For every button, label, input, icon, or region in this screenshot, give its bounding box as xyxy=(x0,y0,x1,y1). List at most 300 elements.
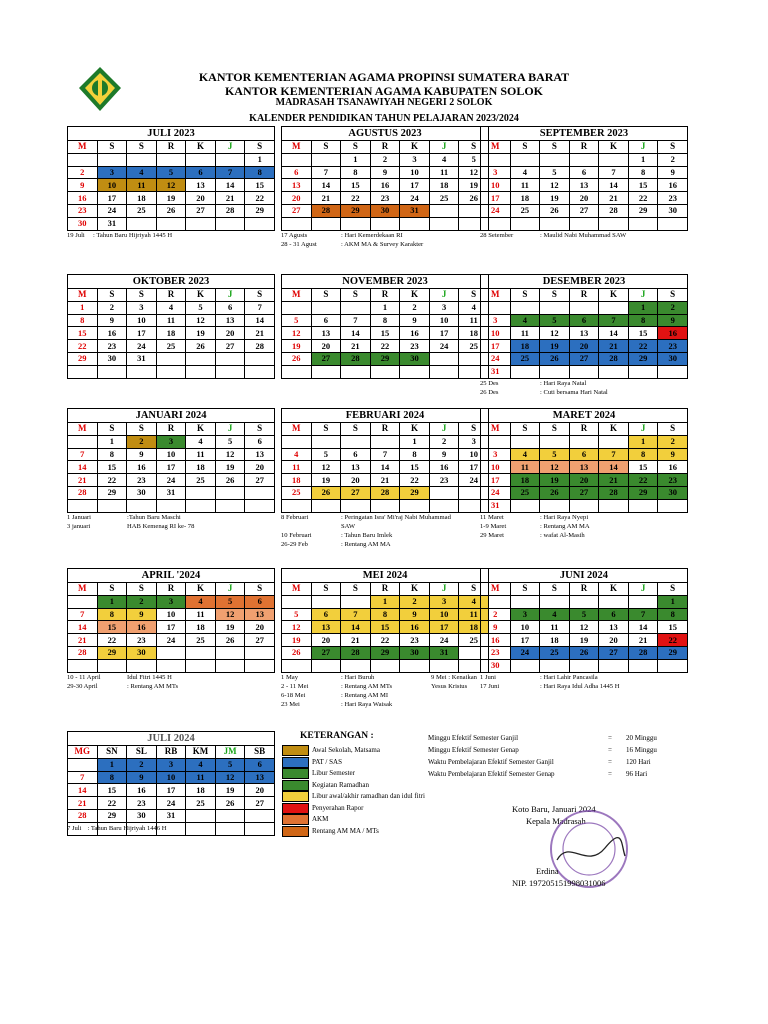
day-cell xyxy=(400,365,430,378)
day-cell: 8 xyxy=(658,608,688,621)
day-cell xyxy=(156,499,186,512)
day-cell xyxy=(215,822,245,835)
day-cell: 10 xyxy=(127,314,157,327)
note-date: 8 Februari xyxy=(281,513,309,521)
day-cell: 26 xyxy=(459,192,489,205)
day-cell: 25 xyxy=(186,634,216,647)
weekday-header: S xyxy=(341,423,371,436)
day-cell: 5 xyxy=(282,314,312,327)
day-cell: 18 xyxy=(510,192,540,205)
day-cell: 4 xyxy=(510,448,540,461)
day-cell: 27 xyxy=(569,486,599,499)
day-cell: 3 xyxy=(429,595,459,608)
day-cell xyxy=(97,153,127,166)
day-cell: 2 xyxy=(68,166,98,179)
month-notes xyxy=(67,231,275,240)
day-cell xyxy=(341,217,371,230)
day-cell: 29 xyxy=(97,809,127,822)
day-cell: 4 xyxy=(282,448,312,461)
day-cell: 3 xyxy=(459,435,489,448)
day-cell: 18 xyxy=(127,192,157,205)
day-cell: 26 xyxy=(282,352,312,365)
day-cell: 31 xyxy=(127,352,157,365)
weekday-header: S xyxy=(311,583,341,596)
day-cell: 10 xyxy=(481,179,511,192)
day-cell: 18 xyxy=(186,784,216,797)
day-cell: 30 xyxy=(658,486,688,499)
day-cell xyxy=(127,365,157,378)
day-cell xyxy=(599,301,629,314)
note-text: : Hari Buruh xyxy=(341,673,375,681)
day-cell: 22 xyxy=(97,797,127,810)
stat-label: Minggu Efektif Semester Ganjil xyxy=(428,734,519,742)
day-cell: 30 xyxy=(658,352,688,365)
weekday-header: S xyxy=(245,141,275,154)
day-cell: 30 xyxy=(400,352,430,365)
note-date: 17 Agusts xyxy=(281,231,308,239)
day-cell: 7 xyxy=(599,166,629,179)
signature-nip: NIP. 197205151998031006 xyxy=(512,878,606,888)
day-cell: 13 xyxy=(245,448,275,461)
day-cell xyxy=(68,659,98,672)
day-cell xyxy=(658,659,688,672)
day-cell: 9 xyxy=(481,621,511,634)
day-cell: 31 xyxy=(156,809,186,822)
note-date: 26-29 Feb xyxy=(281,540,308,548)
day-cell: 25 xyxy=(510,204,540,217)
stat-eq: = xyxy=(608,746,612,754)
day-cell xyxy=(658,365,688,378)
day-cell xyxy=(510,365,540,378)
day-cell: 12 xyxy=(215,448,245,461)
day-cell: 7 xyxy=(68,771,98,784)
day-cell xyxy=(311,365,341,378)
weekday-header: MG xyxy=(68,746,98,759)
note-text: : Rentang AM MTs xyxy=(127,682,179,690)
stat-label: Minggu Efektif Semester Genap xyxy=(428,746,519,754)
day-cell xyxy=(599,365,629,378)
day-cell: 21 xyxy=(370,474,400,487)
day-cell xyxy=(311,435,341,448)
day-cell: 21 xyxy=(311,192,341,205)
note-text: : Rentang AM MA xyxy=(540,522,590,530)
day-cell: 27 xyxy=(215,340,245,353)
day-cell: 8 xyxy=(370,608,400,621)
day-cell: 1 xyxy=(245,153,275,166)
month-title: OKTOBER 2023 xyxy=(68,275,275,289)
day-cell: 26 xyxy=(540,352,570,365)
day-cell: 17 xyxy=(97,192,127,205)
day-cell: 15 xyxy=(628,327,658,340)
day-cell: 20 xyxy=(245,461,275,474)
day-cell: 7 xyxy=(215,166,245,179)
day-cell: 23 xyxy=(370,192,400,205)
day-cell: 8 xyxy=(628,314,658,327)
weekday-header: S xyxy=(459,423,489,436)
day-cell: 24 xyxy=(459,474,489,487)
day-cell xyxy=(68,595,98,608)
day-cell: 23 xyxy=(97,340,127,353)
day-cell xyxy=(341,301,371,314)
day-cell: 6 xyxy=(215,301,245,314)
day-cell xyxy=(510,595,540,608)
day-cell xyxy=(127,217,157,230)
day-cell: 30 xyxy=(97,352,127,365)
day-cell: 2 xyxy=(400,595,430,608)
day-cell: 15 xyxy=(245,179,275,192)
day-cell: 31 xyxy=(97,217,127,230)
day-cell: 22 xyxy=(658,634,688,647)
header-line-4: KALENDER PENDIDIKAN TAHUN PELAJARAN 2023/2024 xyxy=(249,113,519,124)
day-cell xyxy=(186,352,216,365)
day-cell: 11 xyxy=(510,461,540,474)
day-cell: 23 xyxy=(658,340,688,353)
day-cell xyxy=(311,301,341,314)
day-cell: 14 xyxy=(311,179,341,192)
day-cell: 24 xyxy=(429,340,459,353)
weekday-header: M xyxy=(481,141,511,154)
weekday-header: S xyxy=(127,583,157,596)
day-cell: 11 xyxy=(429,166,459,179)
day-cell: 11 xyxy=(510,179,540,192)
stat-label: Waktu Pembelajaran Efektif Semester Ganjil xyxy=(428,758,554,766)
month-title: JANUARI 2024 xyxy=(68,409,275,423)
day-cell: 15 xyxy=(341,179,371,192)
day-cell xyxy=(429,352,459,365)
day-cell: 2 xyxy=(429,435,459,448)
day-cell: 20 xyxy=(569,474,599,487)
day-cell: 3 xyxy=(156,435,186,448)
day-cell: 22 xyxy=(628,340,658,353)
calendar-month xyxy=(67,408,275,513)
day-cell xyxy=(599,595,629,608)
day-cell: 19 xyxy=(540,340,570,353)
day-cell xyxy=(215,499,245,512)
day-cell: 23 xyxy=(429,474,459,487)
day-cell xyxy=(68,153,98,166)
day-cell xyxy=(311,153,341,166)
weekday-header: S xyxy=(127,289,157,302)
month-title: FEBRUARI 2024 xyxy=(282,409,489,423)
month-notes xyxy=(281,231,489,249)
day-cell: 19 xyxy=(569,634,599,647)
day-cell: 30 xyxy=(127,486,157,499)
calendar-july-2024 xyxy=(67,731,275,836)
day-cell: 29 xyxy=(68,352,98,365)
day-cell xyxy=(510,499,540,512)
day-cell xyxy=(481,301,511,314)
day-cell: 29 xyxy=(97,646,127,659)
day-cell: 19 xyxy=(282,634,312,647)
day-cell: 22 xyxy=(628,192,658,205)
note-text: : Cuti bersama Hari Natal xyxy=(540,388,608,396)
day-cell: 10 xyxy=(156,448,186,461)
month-title: APRIL '2024 xyxy=(68,569,275,583)
day-cell: 26 xyxy=(215,634,245,647)
day-cell: 16 xyxy=(370,179,400,192)
day-cell: 18 xyxy=(156,327,186,340)
day-cell: 9 xyxy=(97,314,127,327)
month-title: MEI 2024 xyxy=(282,569,489,583)
day-cell: 11 xyxy=(510,327,540,340)
day-cell: 21 xyxy=(599,192,629,205)
day-cell: 21 xyxy=(599,474,629,487)
day-cell: 2 xyxy=(658,153,688,166)
day-cell: 31 xyxy=(481,499,511,512)
day-cell: 11 xyxy=(459,314,489,327)
day-cell xyxy=(68,365,98,378)
weekday-header: S xyxy=(510,583,540,596)
day-cell: 27 xyxy=(186,204,216,217)
day-cell xyxy=(341,365,371,378)
weekday-header: S xyxy=(97,583,127,596)
day-cell xyxy=(540,301,570,314)
weekday-header: S xyxy=(245,423,275,436)
day-cell: 25 xyxy=(459,634,489,647)
day-cell: 5 xyxy=(540,314,570,327)
day-cell: 5 xyxy=(540,448,570,461)
weekday-header: R xyxy=(370,423,400,436)
day-cell: 5 xyxy=(282,608,312,621)
day-cell: 28 xyxy=(245,340,275,353)
day-cell xyxy=(215,153,245,166)
day-cell: 16 xyxy=(68,192,98,205)
month-title: NOVEMBER 2023 xyxy=(282,275,489,289)
day-cell xyxy=(282,301,312,314)
day-cell: 28 xyxy=(311,204,341,217)
day-cell: 12 xyxy=(569,621,599,634)
day-cell: 30 xyxy=(127,809,157,822)
day-cell: 18 xyxy=(540,634,570,647)
day-cell xyxy=(245,809,275,822)
weekday-header: J xyxy=(215,141,245,154)
day-cell xyxy=(186,153,216,166)
day-cell: 6 xyxy=(311,608,341,621)
day-cell: 3 xyxy=(127,301,157,314)
day-cell: 12 xyxy=(540,461,570,474)
day-cell: 26 xyxy=(540,486,570,499)
month-notes xyxy=(480,379,688,397)
day-cell xyxy=(127,499,157,512)
legend-label: Penyerahan Rapor xyxy=(312,803,364,812)
legend-swatch xyxy=(282,826,309,837)
day-cell: 29 xyxy=(658,646,688,659)
day-cell xyxy=(628,659,658,672)
weekday-header: M xyxy=(68,141,98,154)
day-cell: 7 xyxy=(370,448,400,461)
day-cell: 9 xyxy=(127,771,157,784)
weekday-header: K xyxy=(186,423,216,436)
weekday-header: R xyxy=(569,423,599,436)
day-cell: 8 xyxy=(628,448,658,461)
day-cell: 25 xyxy=(186,797,216,810)
day-cell xyxy=(510,301,540,314)
weekday-header: S xyxy=(245,289,275,302)
day-cell: 28 xyxy=(599,204,629,217)
day-cell xyxy=(215,809,245,822)
day-cell: 17 xyxy=(481,192,511,205)
day-cell xyxy=(245,486,275,499)
day-cell: 9 xyxy=(127,448,157,461)
day-cell: 13 xyxy=(245,608,275,621)
weekday-header: K xyxy=(400,583,430,596)
day-cell: 11 xyxy=(186,608,216,621)
month-notes xyxy=(480,673,688,691)
day-cell: 7 xyxy=(599,314,629,327)
legend-label: AKM xyxy=(312,815,329,823)
note-date: 6-18 Mei xyxy=(281,691,306,699)
day-cell xyxy=(282,659,312,672)
day-cell xyxy=(341,435,371,448)
weekday-header: S xyxy=(658,583,688,596)
day-cell: 26 xyxy=(215,474,245,487)
day-cell: 28 xyxy=(68,809,98,822)
weekday-header: S xyxy=(658,289,688,302)
legend-swatch xyxy=(282,803,309,814)
day-cell xyxy=(599,435,629,448)
day-cell xyxy=(186,217,216,230)
day-cell: 22 xyxy=(400,474,430,487)
signature-place-date: Koto Baru, Januari 2024 xyxy=(512,804,596,814)
day-cell: 27 xyxy=(245,634,275,647)
day-cell: 19 xyxy=(282,340,312,353)
header-line-2: KANTOR KEMENTERIAN AGAMA KABUPATEN SOLOK xyxy=(224,84,544,98)
day-cell xyxy=(481,435,511,448)
day-cell xyxy=(429,486,459,499)
note-text: : Hari Raya Waisak xyxy=(341,700,393,708)
day-cell: 15 xyxy=(628,461,658,474)
stat-val: 96 Hari xyxy=(626,770,648,778)
day-cell: 7 xyxy=(245,301,275,314)
day-cell xyxy=(245,365,275,378)
day-cell xyxy=(215,352,245,365)
note-text: : Rentang AM MTs xyxy=(341,682,393,690)
day-cell: 1 xyxy=(628,301,658,314)
day-cell: 28 xyxy=(599,352,629,365)
weekday-header: K xyxy=(186,583,216,596)
note-date: 1-9 Maret xyxy=(480,522,507,530)
weekday-header: S xyxy=(459,289,489,302)
weekday-header: J xyxy=(215,583,245,596)
day-cell: 31 xyxy=(429,646,459,659)
note-date: 17 Juni xyxy=(480,682,500,690)
day-cell: 27 xyxy=(245,797,275,810)
day-cell: 1 xyxy=(628,435,658,448)
day-cell xyxy=(156,365,186,378)
day-cell: 17 xyxy=(481,340,511,353)
day-cell xyxy=(186,499,216,512)
month-title: JULI 2024 xyxy=(68,732,275,746)
weekday-header: J xyxy=(215,423,245,436)
day-cell xyxy=(186,659,216,672)
day-cell xyxy=(540,595,570,608)
day-cell: 28 xyxy=(341,352,371,365)
day-cell: 1 xyxy=(341,153,371,166)
day-cell xyxy=(68,499,98,512)
day-cell xyxy=(658,499,688,512)
day-cell xyxy=(628,365,658,378)
weekday-header: R xyxy=(156,141,186,154)
day-cell: 20 xyxy=(341,474,371,487)
day-cell xyxy=(186,646,216,659)
day-cell xyxy=(599,499,629,512)
day-cell xyxy=(127,153,157,166)
weekday-header: R xyxy=(569,141,599,154)
day-cell: 26 xyxy=(282,646,312,659)
day-cell: 6 xyxy=(569,314,599,327)
day-cell: 4 xyxy=(186,435,216,448)
day-cell: 4 xyxy=(429,153,459,166)
day-cell: 22 xyxy=(628,474,658,487)
day-cell: 8 xyxy=(97,608,127,621)
weekday-header: K xyxy=(186,141,216,154)
note-date: 1 May xyxy=(281,673,299,681)
legend-swatch xyxy=(282,814,309,825)
day-cell: 5 xyxy=(215,435,245,448)
day-cell: 1 xyxy=(97,758,127,771)
day-cell xyxy=(311,217,341,230)
day-cell xyxy=(569,153,599,166)
day-cell: 5 xyxy=(459,153,489,166)
day-cell: 30 xyxy=(400,646,430,659)
day-cell: 4 xyxy=(459,301,489,314)
day-cell: 16 xyxy=(658,461,688,474)
calendar-month xyxy=(480,274,688,379)
weekday-header: S xyxy=(540,423,570,436)
weekday-header: S xyxy=(510,289,540,302)
day-cell: 16 xyxy=(481,634,511,647)
weekday-header: J xyxy=(628,141,658,154)
day-cell: 21 xyxy=(341,634,371,647)
note-text: : Hari Kemerdekaan RI xyxy=(341,231,403,239)
day-cell xyxy=(282,435,312,448)
day-cell: 2 xyxy=(97,301,127,314)
day-cell: 19 xyxy=(215,621,245,634)
day-cell: 8 xyxy=(68,314,98,327)
day-cell xyxy=(540,499,570,512)
note-date: 1 Januari xyxy=(67,513,91,521)
day-cell: 13 xyxy=(311,621,341,634)
day-cell: 1 xyxy=(628,153,658,166)
weekday-header: K xyxy=(599,583,629,596)
day-cell xyxy=(245,499,275,512)
weekday-header: S xyxy=(540,583,570,596)
day-cell: 21 xyxy=(599,340,629,353)
day-cell xyxy=(658,217,688,230)
weekday-header: M xyxy=(68,423,98,436)
day-cell xyxy=(311,659,341,672)
day-cell: 5 xyxy=(156,166,186,179)
day-cell: 10 xyxy=(97,179,127,192)
day-cell: 30 xyxy=(127,646,157,659)
day-cell: 25 xyxy=(127,204,157,217)
day-cell: 18 xyxy=(186,621,216,634)
weekday-header: S xyxy=(311,423,341,436)
calendar-month xyxy=(67,568,275,673)
day-cell: 23 xyxy=(127,634,157,647)
note-text: : Hari Raya Nyepi xyxy=(540,513,589,521)
day-cell xyxy=(156,352,186,365)
day-cell xyxy=(282,365,312,378)
day-cell xyxy=(215,365,245,378)
weekday-header: S xyxy=(459,583,489,596)
day-cell: 20 xyxy=(215,327,245,340)
day-cell: 20 xyxy=(186,192,216,205)
calendar-month xyxy=(480,568,688,673)
day-cell: 30 xyxy=(68,217,98,230)
day-cell: 27 xyxy=(245,474,275,487)
day-cell: 5 xyxy=(540,166,570,179)
